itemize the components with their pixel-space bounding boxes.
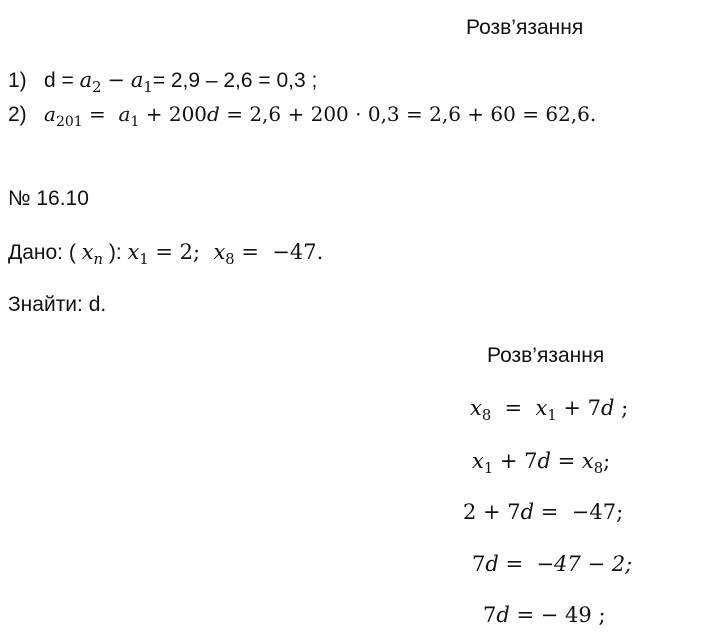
solution-line-3	[463, 498, 623, 526]
formula-part: 2 + 7	[463, 500, 521, 524]
formula-end: ;	[614, 396, 629, 420]
d-variable: d	[485, 552, 499, 576]
formula-rest: = − 49 ;	[509, 603, 606, 627]
formula-part: + 7	[556, 396, 602, 420]
x-variable: x	[213, 240, 226, 264]
x-variable: x	[581, 449, 594, 473]
d-variable: d	[520, 500, 535, 524]
solution-heading: Розв’язання	[487, 344, 605, 367]
subscript: 8	[481, 407, 492, 425]
subscript: 1	[130, 113, 140, 130]
solution-heading: Розв’язання	[466, 16, 584, 39]
a-variable: a	[44, 102, 56, 126]
subscript: 1	[547, 407, 557, 425]
subscript: 1	[483, 460, 494, 478]
paren: ):	[103, 241, 128, 264]
condition: = −47.	[234, 240, 324, 264]
equals: =	[61, 69, 74, 92]
d-variable: d	[537, 449, 551, 473]
given-line	[8, 238, 323, 267]
subscript: 201	[55, 113, 83, 130]
formula-end: ;	[603, 449, 611, 473]
d-variable: d	[601, 396, 615, 420]
x-variable: x	[127, 240, 140, 264]
subscript: 8	[225, 251, 235, 269]
minus-sign: −	[107, 68, 125, 92]
equals: =	[82, 102, 119, 126]
subscript: 1	[143, 79, 153, 97]
a-variable: a	[118, 102, 131, 126]
d-variable: d	[496, 603, 510, 627]
find-line: Знайти: d.	[8, 293, 107, 316]
subscript: 2	[92, 79, 102, 97]
d-symbol: d	[44, 69, 56, 92]
formula-part: 7	[472, 552, 486, 576]
formula-part: + 200	[139, 102, 208, 126]
x-variable: x	[535, 396, 548, 420]
a-variable: a	[79, 68, 93, 92]
subscript: n	[93, 251, 103, 269]
step-number: 2)	[8, 103, 27, 126]
solution-line-2	[472, 447, 611, 478]
x-variable: x	[470, 396, 482, 420]
formula-part: 7	[483, 603, 497, 627]
formula-rest: = −47;	[534, 500, 624, 524]
arithmetic: = 2,9 – 2,6 = 0,3 ;	[152, 69, 318, 92]
d-variable: d	[207, 102, 220, 126]
solution-step-2	[8, 100, 596, 129]
given-label: Дано: (	[8, 241, 82, 264]
formula-rest: = −47 − 2;	[498, 552, 633, 576]
x-variable: x	[472, 449, 484, 473]
a-variable: a	[130, 68, 144, 92]
formula-part: + 7	[493, 449, 538, 473]
equals: =	[491, 396, 536, 420]
subscript: 8	[593, 460, 604, 478]
arithmetic: = 2,6 + 200 · 0,3 = 2,6 + 60 = 62,6.	[219, 102, 597, 126]
step-number: 1)	[8, 69, 27, 92]
problem-number: № 16.10	[8, 187, 89, 210]
x-variable: x	[81, 240, 94, 264]
solution-step-1	[8, 66, 317, 95]
solution-line-5	[483, 601, 606, 629]
solution-line-1	[470, 394, 629, 425]
solution-line-4	[472, 550, 632, 578]
subscript: 1	[139, 251, 149, 269]
equals: =	[550, 449, 582, 473]
condition: = 2;	[148, 240, 214, 264]
